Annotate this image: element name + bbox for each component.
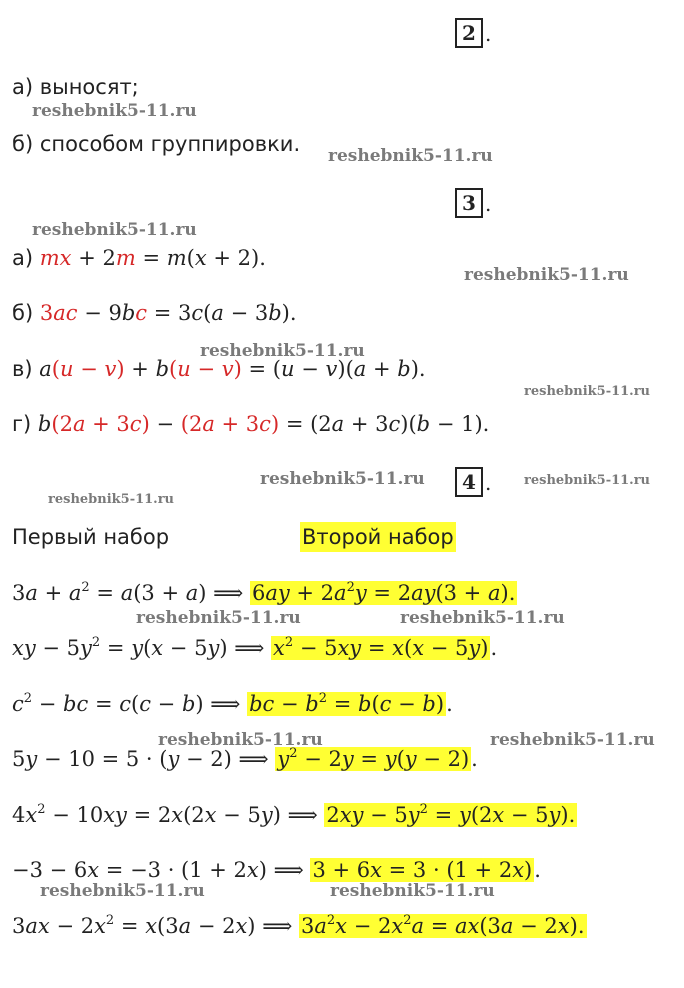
watermark: reshebnik5-11.ru	[260, 469, 425, 489]
watermark: reshebnik5-11.ru	[48, 492, 175, 507]
watermark: reshebnik5-11.ru	[200, 341, 365, 361]
watermark: reshebnik5-11.ru	[524, 384, 651, 399]
item-label: а)	[12, 246, 34, 270]
equation-4-row2: xy − $5y^2 = y(x - 5y)$ ⟹ $x^2 - 5xy = x(x - 5y)$.	[12, 635, 498, 660]
item-label: в)	[12, 357, 33, 381]
equation-3b: б) 3ac − 9bc = 3c(a − 3b).	[12, 301, 297, 325]
equation-4-row4: 5y − 10 = 5 · (y − 2) ⟹ $y^2 - 2y = y(y - 2)$.	[12, 746, 478, 771]
watermark: reshebnik5-11.ru	[158, 730, 323, 750]
equation-4-row6: −3 − 6x = −3 · (1 + 2x) ⟹ 3 + 6x = 3 · (1 + 2x).	[12, 858, 541, 882]
watermark: reshebnik5-11.ru	[524, 473, 651, 488]
column-header-first: Первый набор	[12, 525, 170, 549]
watermark: reshebnik5-11.ru	[464, 265, 629, 285]
watermark: reshebnik5-11.ru	[330, 881, 495, 901]
column-header-second: Второй набор	[300, 522, 456, 552]
section-dot: .	[485, 22, 492, 46]
answer-2b: б) способом группировки.	[12, 132, 301, 156]
equation-3c: в) a(u − v) + b(u − v) = (u − v)(a + b).	[12, 357, 426, 381]
watermark: reshebnik5-11.ru	[328, 146, 493, 166]
equation-4-row1: $3a + a^2 = a(3 + a)$ ⟹ $6ay + 2a^2y = 2ay(3 + a)$.	[12, 580, 516, 605]
equation-4-row7: $3ax - 2x^2 = x(3a - 2x)$ ⟹ $3a^2x - 2x^2a = ax(3a - 2x)$.	[12, 913, 585, 938]
watermark: reshebnik5-11.ru	[490, 730, 655, 750]
section-dot: .	[485, 471, 492, 495]
watermark: reshebnik5-11.ru	[32, 220, 197, 240]
section-number-4: 4	[455, 467, 483, 497]
equation-3a: а) mx + 2m = m(x + 2).	[12, 246, 266, 270]
section-number-3: 3	[455, 188, 483, 218]
watermark: reshebnik5-11.ru	[40, 881, 205, 901]
watermark: reshebnik5-11.ru	[32, 101, 197, 121]
item-label: г)	[12, 412, 32, 436]
equation-4-row3: $c^2$ − bc = c(c − b) ⟹ bc − $b^2 = b(c - b)$.	[12, 691, 453, 716]
answer-2a: а) выносят;	[12, 75, 139, 99]
item-label: б)	[12, 301, 34, 325]
section-number-2: 2	[455, 18, 483, 48]
watermark: reshebnik5-11.ru	[400, 608, 565, 628]
watermark: reshebnik5-11.ru	[136, 608, 301, 628]
equation-3d: г) b(2a + 3c) − (2a + 3c) = (2a + 3c)(b − 1).	[12, 412, 490, 436]
equation-4-row5: $4x^2 - 10xy = 2x(2x - 5y)$ ⟹ $2xy - 5y^2 = y(2x - 5y)$.	[12, 802, 576, 827]
section-dot: .	[485, 192, 492, 216]
